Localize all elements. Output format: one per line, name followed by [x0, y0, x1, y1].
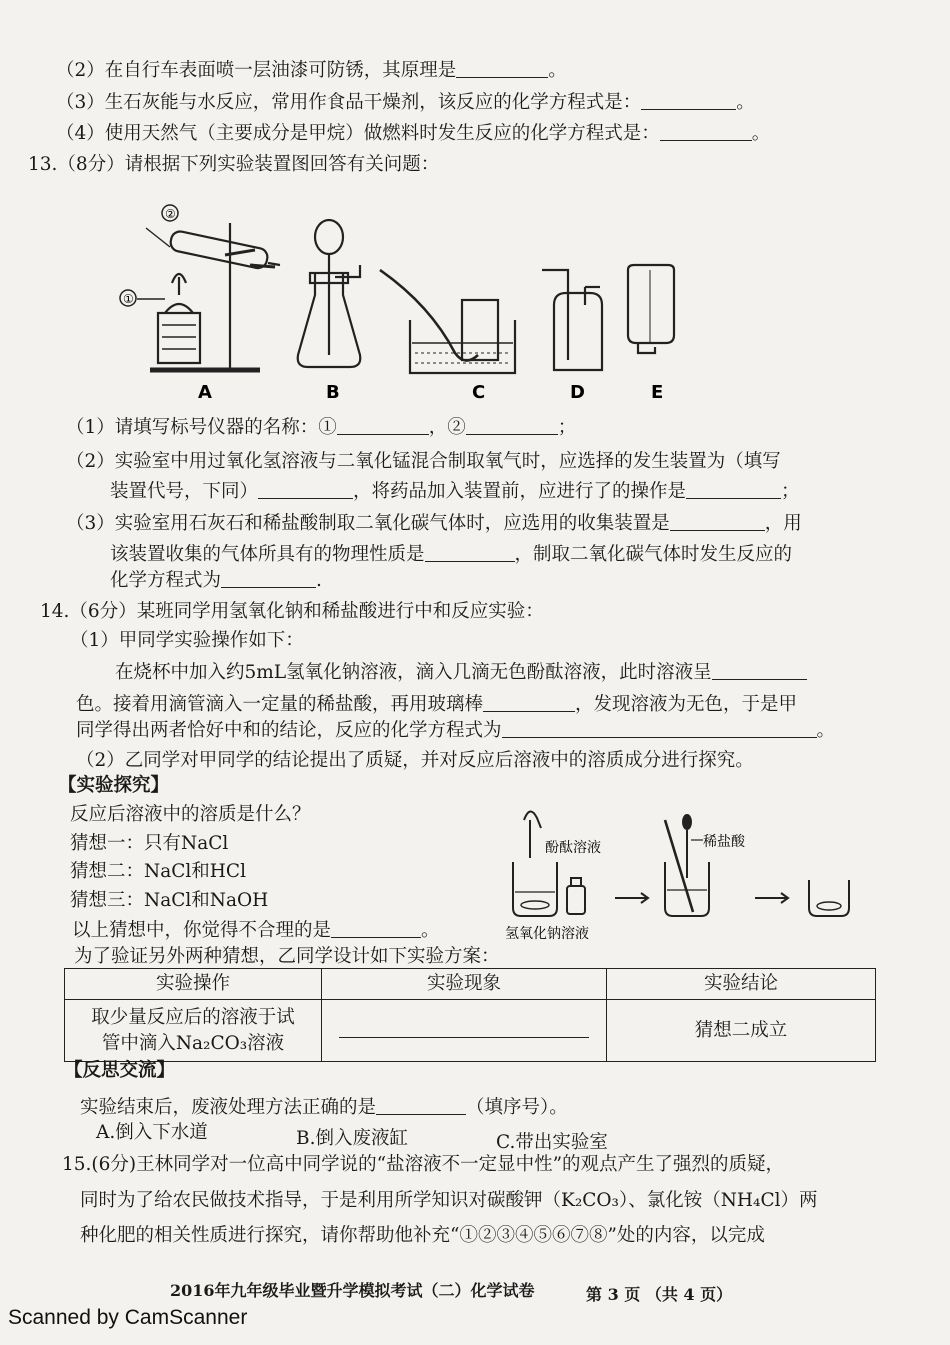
unreasonable-end: 。	[421, 920, 440, 941]
q12-part3-end: 。	[736, 92, 755, 113]
label-sodium-hydroxide: 氢氧化钠溶液	[505, 926, 589, 942]
option-b: B.倒入废液缸	[296, 1128, 408, 1149]
label-c: C	[472, 382, 486, 403]
answer-blank[interactable]	[258, 480, 353, 499]
answer-blank[interactable]	[337, 416, 429, 435]
guess-3: 猜想三：NaCl和NaOH	[70, 890, 269, 911]
answer-blank[interactable]	[641, 91, 736, 110]
q15-line3: 种化肥的相关性质进行探究，请你帮助他补充“①②③④⑤⑥⑦⑧”处的内容，以完成	[80, 1225, 765, 1246]
q13-part1	[66, 415, 576, 441]
q13-part2-text-b: ，将药品加入装置前，应进行了的操作是	[353, 481, 687, 502]
unreasonable-text: 以上猜想中，你觉得不合理的是	[72, 920, 332, 941]
waste-text: 实验结束后，废液处理方法正确的是	[80, 1097, 377, 1118]
guess-1: 猜想一：只有NaCl	[70, 833, 229, 854]
q12-part4-end: 。	[751, 123, 771, 144]
q14-part1-text-a: 在烧杯中加入约5mL氢氧化钠溶液，滴入几滴无色酚酞溶液，此时溶液呈	[115, 662, 712, 683]
table-header-conclusion: 实验结论	[607, 969, 876, 1000]
verify-line: 为了验证另外两种猜想，乙同学设计如下实验方案：	[74, 946, 500, 967]
answer-blank[interactable]	[686, 480, 781, 499]
label-d: D	[570, 382, 585, 403]
q13-part3-end: .	[316, 570, 322, 591]
q13-part2-end: ；	[781, 481, 800, 502]
answer-blank[interactable]	[456, 59, 548, 78]
q13-title: 13.（8分）请根据下列实验装置图回答有关问题：	[28, 154, 440, 175]
q13-part3-text-b: ，用	[764, 513, 802, 534]
answer-blank[interactable]	[670, 512, 765, 531]
label-phenolphthalein: 酚酞溶液	[545, 840, 601, 856]
q13-part3-line1	[66, 511, 802, 537]
q12-part2-end: 。	[548, 60, 567, 81]
operation-line-2: 管中滴入Na₂CO₃溶液	[101, 1032, 285, 1054]
answer-blank[interactable]	[660, 122, 752, 141]
option-a: A.倒入下水道	[96, 1122, 208, 1143]
q12-part3	[56, 90, 755, 116]
neutralization-figure	[505, 800, 865, 945]
q13-part3-line2	[110, 542, 792, 568]
q14-part1: （1）甲同学实验操作如下：	[70, 630, 304, 651]
q13-part2-line2	[110, 479, 800, 505]
table-header-phenomenon: 实验现象	[322, 969, 607, 1000]
answer-blank[interactable]	[425, 543, 515, 562]
q12-part3-text: （3）生石灰能与水反应，常用作食品干燥剂，该反应的化学方程式是：	[56, 92, 642, 113]
q14-part1-line3	[76, 718, 835, 744]
reflect-heading: 【反思交流】	[64, 1060, 176, 1081]
explore-question: 反应后溶液中的溶质是什么？	[70, 804, 311, 825]
label-b: B	[326, 382, 340, 403]
q13-part3-text-a: （3）实验室用石灰石和稀盐酸制取二氧化碳气体时，应选用的收集装置是	[66, 513, 670, 534]
waste-line	[80, 1095, 568, 1121]
waste-end: （填序号）。	[466, 1097, 568, 1118]
q12-part4-text: （4）使用天然气（主要成分是甲烷）做燃料时发生反应的化学方程式是：	[56, 123, 660, 144]
scanner-watermark: Scanned by CamScanner	[8, 1306, 248, 1329]
q13-part1-text: （1）请填写标号仪器的名称：①	[66, 417, 337, 438]
label-a: A	[198, 382, 212, 403]
q12-part2-text: （2）在自行车表面喷一层油漆可防锈，其原理是	[56, 60, 457, 81]
answer-blank[interactable]	[466, 416, 558, 435]
answer-blank[interactable]	[502, 719, 817, 738]
q13-part1-end: ；	[557, 417, 577, 438]
q13-part3-line3	[110, 568, 322, 594]
marker-1: ①	[123, 292, 134, 306]
explore-heading: 【实验探究】	[58, 775, 170, 796]
q14-part1-line1	[115, 660, 807, 686]
q14-part1-text-b: 色。接着用滴管滴入一定量的稀盐酸，再用玻璃棒	[76, 694, 484, 715]
table-cell-conclusion: 猜想二成立	[607, 1000, 876, 1062]
unreasonable-line	[72, 918, 440, 944]
q14-part1-end: 。	[816, 720, 836, 741]
q14-title: 14.（6分）某班同学用氢氧化钠和稀盐酸进行中和反应实验：	[40, 601, 544, 622]
answer-blank[interactable]	[331, 919, 421, 938]
experiment-table	[64, 968, 876, 1062]
apparatus-figure	[110, 195, 690, 410]
answer-blank[interactable]	[221, 569, 316, 588]
guess-2: 猜想二：NaCl和HCl	[70, 861, 246, 882]
q14-part1-line2	[76, 692, 797, 718]
footer-exam-title: 2016年九年级毕业暨升学模拟考试（二）化学试卷	[170, 1281, 535, 1300]
q13-part3-text-c: 该装置收集的气体所具有的物理性质是	[110, 544, 425, 565]
label-hydrochloric-acid: 稀盐酸	[703, 834, 745, 850]
answer-blank[interactable]	[339, 1019, 589, 1038]
q14-part1-text-d: 同学得出两者恰好中和的结论，反应的化学方程式为	[76, 720, 502, 741]
answer-blank[interactable]	[376, 1096, 466, 1115]
q13-part3-text-d: ，制取二氧化碳气体时发生反应的	[514, 544, 793, 565]
operation-line-1: 取少量反应后的溶液于试	[91, 1006, 295, 1028]
answer-blank[interactable]	[712, 661, 807, 680]
q13-part2-line1: （2）实验室中用过氧化氢溶液与二氧化锰混合制取氧气时，应选择的发生装置为（填写	[66, 451, 781, 472]
q13-part1-mid: ，②	[428, 417, 466, 438]
answer-blank[interactable]	[483, 693, 575, 712]
table-cell-phenomenon	[322, 1000, 607, 1062]
q12-part4	[56, 121, 770, 147]
q13-part2-text-a: 装置代号，下同）	[110, 481, 259, 502]
q12-part2	[56, 58, 567, 84]
q15-line2: 同时为了给农民做技术指导，于是利用所学知识对碳酸钾（K₂CO₃）、氯化铵（NH₄Cl）两	[80, 1190, 818, 1211]
q14-part2: （2）乙同学对甲同学的结论提出了质疑，并对反应后溶液中的溶质成分进行探究。	[76, 750, 754, 771]
label-e: E	[651, 382, 664, 403]
footer-page-number: 第 3 页 （共 4 页）	[586, 1285, 733, 1304]
table-cell-operation	[65, 1000, 322, 1062]
marker-2: ②	[165, 207, 176, 221]
table-header-operation: 实验操作	[65, 969, 322, 1000]
q13-part3-text-e: 化学方程式为	[110, 570, 222, 591]
q15-line1: 15.(6分)王林同学对一位高中同学说的“盐溶液不一定显中性”的观点产生了强烈的质疑，	[62, 1154, 785, 1175]
q14-part1-text-c: ，发现溶液为无色，于是甲	[575, 694, 798, 715]
option-c: C.带出实验室	[496, 1132, 608, 1153]
